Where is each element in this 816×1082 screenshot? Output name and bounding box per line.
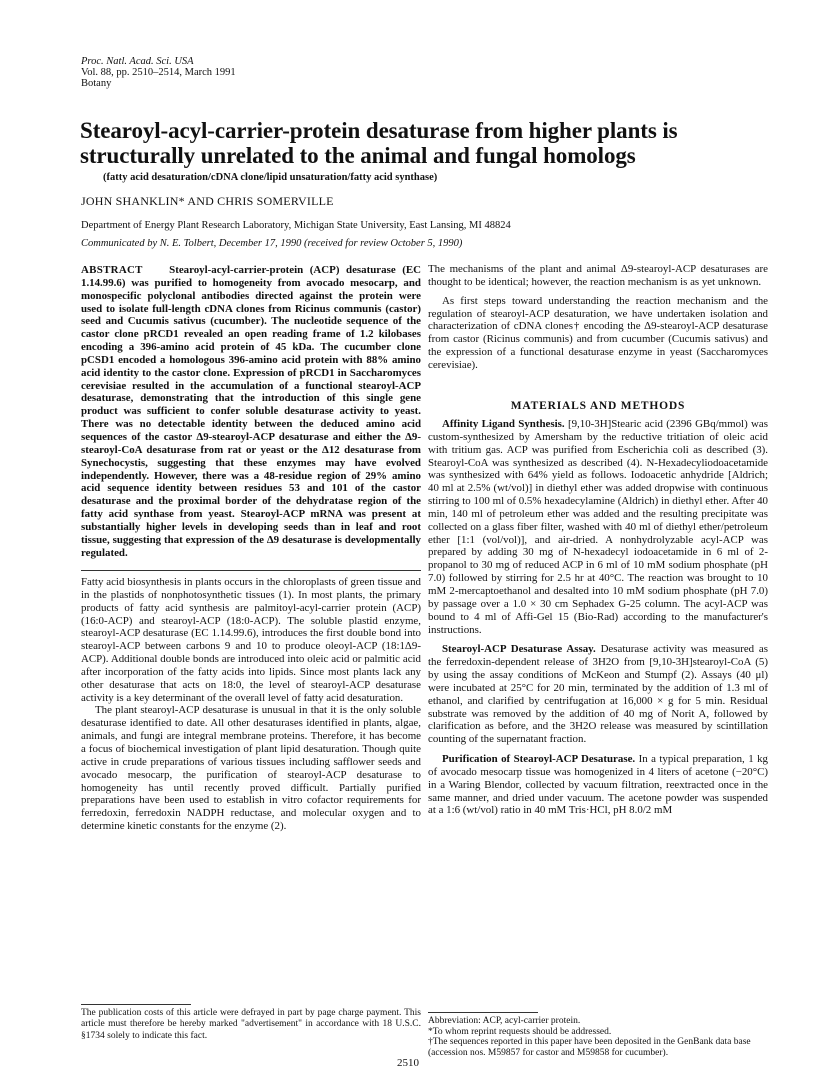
methods-assay-title: Stearoyl-ACP Desaturase Assay. <box>442 643 596 656</box>
footnote-correspondence: *To whom reprint requests should be addressed. <box>428 1026 612 1037</box>
journal-section: Botany <box>81 78 112 89</box>
intro-paragraph-1: Fatty acid biosynthesis in plants occurs in the chloroplasts of green tissue and in the plastids of nonphotosynthetic tissues (1). In most plants, the primary products of fatty acid synthesis are palmitoyl-acyl-carrier protein (ACP) (16:0-ACP) and stearoyl-ACP (18:0-ACP). The soluble plastid enzyme, stearoyl-ACP desaturase (EC 1.14.99.6), introduces the first double bond into stearoyl-ACP between carbons 9 and 10 to produce oleoyl-ACP (18:1Δ9-ACP). Additional double bonds are introduced into oleic acid or palmitic acid after incorporation of the fatty acids into lipids. Since most plants lack any other desaturase that acts on 18:0, the level of stearoyl-ACP desaturase activity is a key determinant of the overall level of fatty acid desaturation. <box>81 576 421 704</box>
methods-section <box>428 418 768 824</box>
footnote-abbreviation: Abbreviation: ACP, acyl-carrier protein. <box>428 1016 581 1026</box>
abstract-text: Stearoyl-acyl-carrier-protein (ACP) desaturase (EC 1.14.99.6) was purified to homogeneity from avocado mesocarp, and monospecific polyclonal antibodies directed against the protein were used to isolate full-length cDNA clones from Ricinus communis (castor) seed and Cucumis sativus (cucumber). The nucleotide sequence of the castor clone pRCD1 revealed an open reading frame of 1.2 kilobases encoding a 396-amino acid protein of 45 kDa. The cucumber clone pCSD1 encoded a homologous 396-amino acid protein with 88% amino acid identity to the castor clone. Expression of pRCD1 in Saccharomyces cerevisiae resulted in the accumulation of a functional stearoyl-ACP desaturase, demonstrating that the introduction of this single gene product was sufficient to confer soluble desaturase activity to yeast. There was no detectable identity between the deduced amino acid sequences of the castor Δ9-stearoyl-ACP desaturase and either the Δ9-stearoyl-CoA desaturase from rat or yeast or the Δ12 desaturase from Synechocystis, suggesting that these enzymes may have evolved independently. However, there was a 48-residue region of 29% amino acid sequence identity between residues 53 and 101 of the castor desaturase and the proximal border of the dehydratase region of the fatty acid synthase from yeast. Stearoyl-ACP mRNA was present at substantially higher levels in developing seeds than in leaf and root tissue, suggesting that expression of the Δ9 desaturase is developmentally regulated. <box>81 264 422 559</box>
intro-paragraph-3: The mechanisms of the plant and animal Δ9-stearoyl-ACP desaturases are thought to be identical; however, the reaction mechanism is as yet unknown. <box>428 263 768 288</box>
methods-purification-title: Purification of Stearoyl-ACP Desaturase. <box>442 753 636 766</box>
abstract-label: ABSTRACT <box>81 264 143 276</box>
publication-cost-note: The publication costs of this article were defrayed in part by page charge payment. This article must therefore be hereby marked "advertisement" in accordance with 18 U.S.C. §1734 solely to indicate this fact. <box>81 1008 421 1041</box>
footnotes <box>428 1016 768 1058</box>
abstract <box>81 264 421 559</box>
methods-purification-text: In a typical preparation, 1 kg of avocado mesocarp tissue was homogenized in 4 liters of acetone (−20°C) in a Waring Blendor, collected by vacuum filtration, reextracted once in the same manner, and dried under vacuum. The acetone powder was suspended at a 1:6 (wt/vol) ratio in 40 mM Tris·HCl, pH 8.0/2 mM <box>428 753 768 817</box>
intro-paragraph-4: As first steps toward understanding the reaction mechanism and the regulation of stearoyl-ACP desaturation, we have undertaken isolation and characterization of cDNA clones† encoding the Δ9-stearoyl-ACP desaturase from castor (Ricinus communis) and from cucumber (Cucumis sativus) and the expression of a functional desaturase enzyme in yeast (Saccharomyces cerevisiae). <box>428 294 768 371</box>
abstract-divider <box>81 570 421 571</box>
methods-assay-text: Desaturase activity was measured as the ferredoxin-dependent release of 3H2O from [9,10-3H]stearoyl-CoA (5) by using the assay conditions of McKeon and Stumpf (2). Assays (40 μl) were incubated at 25°C for 20 min, terminated by the addition of 1.3 ml of ethanol, and clarified by centrifugation at 16,000 × g for 5 min. Residual substrate was removed by the addition of 40 mg of Norit A, followed by clarification as before, and the 3H2O release was measured by scintillation counting of the supernatant fraction. <box>428 643 768 746</box>
affiliation: Department of Energy Plant Research Laboratory, Michigan State University, East Lansing, MI 48824 <box>81 220 511 231</box>
communicated-by: Communicated by N. E. Tolbert, December 17, 1990 (received for review October 5, 1990) <box>81 238 463 249</box>
methods-desaturase-assay <box>428 643 768 746</box>
page-number: 2510 <box>397 1057 419 1069</box>
keywords: (fatty acid desaturation/cDNA clone/lipid unsaturation/fatty acid synthase) <box>103 172 438 183</box>
footnote-rule-right <box>428 1012 538 1013</box>
footnote-rule-left <box>81 1004 191 1005</box>
footnote-genbank: †The sequences reported in this paper have been deposited in the GenBank data base (accession nos. M59857 for castor and M59858 for cucumber). <box>428 1037 751 1058</box>
methods-heading: MATERIALS AND METHODS <box>510 400 686 412</box>
journal-volume: Vol. 88, pp. 2510–2514, March 1991 <box>81 67 236 78</box>
journal-header <box>81 56 236 89</box>
intro-paragraph-2: The plant stearoyl-ACP desaturase is unusual in that it is the only soluble desaturase identified to date. All other desaturases identified in plants, algae, animals, and fungi are integral membrane proteins. Therefore, it has become a focus of biochemical investigation of plant lipid desaturation. Though quite active in crude preparations of various tissues including safflower seeds and avocado mesocarp, the purification of stearoyl-ACP desaturase to homogeneity has until recently proved difficult. Partially purified preparations have been used to establish in vitro cofactor requirements for ferredoxin, ferredoxin NADPH reductase, and molecular oxygen and to determine kinetic constants for the enzyme (2). <box>81 704 421 833</box>
methods-affinity-ligand <box>428 418 768 636</box>
methods-affinity-text: [9,10-3H]Stearic acid (2396 GBq/mmol) was custom-synthesized by Amersham by the reductive tritiation of oleic acid with tritium gas. ACP was purified from Escherichia coli as described (3). Stearoyl-CoA was synthesized as described (4). N-Hexadecyliodoacetamide was synthesized with 64% yield as follows. Iodoacetic anhydride [Aldrich; 40 ml at 2.5% (wt/vol)] in diethyl ether was added dropwise with continuous stirring to 100 ml of 0.5% hexadecylamine (Aldrich) in diethyl ether. After 40 min, 140 ml of petroleum ether was added and the resulting precipitate was collected on a glass fiber filter, washed with 40 ml of diethyl ether/petroleum ether [1:1 (vol/vol)], and air-dried. A nonhydrolyzable acyl-ACP was prepared by adding 30 mg of N-hexadecyl iodoacetamide in 6 ml of 2-propanol to 30 mg of reduced ACP in 6 ml of 10 mM sodium phosphate (pH 7.0) followed by stirring for 2.5 hr at 40°C. The reaction was brought to 10 mM 2-mercaptoethanol and desalted into 10 mM sodium phosphate (pH 7.0) by passage over a 1.0 × 30 cm Sephadex G-25 column. The acyl-ACP was bound to 4 ml of Affi-Gel 15 (Bio-Rad) according to the manufacturer's instructions. <box>428 418 768 636</box>
paper-title: Stearoyl-acyl-carrier-protein desaturase from higher plants is structurally unrelated to the animal and fungal homologs <box>80 118 678 168</box>
introduction-left <box>81 576 421 833</box>
authors: JOHN SHANKLIN* AND CHRIS SOMERVILLE <box>81 194 334 208</box>
introduction-right <box>428 263 768 372</box>
journal-name: Proc. Natl. Acad. Sci. USA <box>81 56 194 67</box>
methods-purification <box>428 753 768 817</box>
methods-affinity-title: Affinity Ligand Synthesis. <box>442 418 565 430</box>
